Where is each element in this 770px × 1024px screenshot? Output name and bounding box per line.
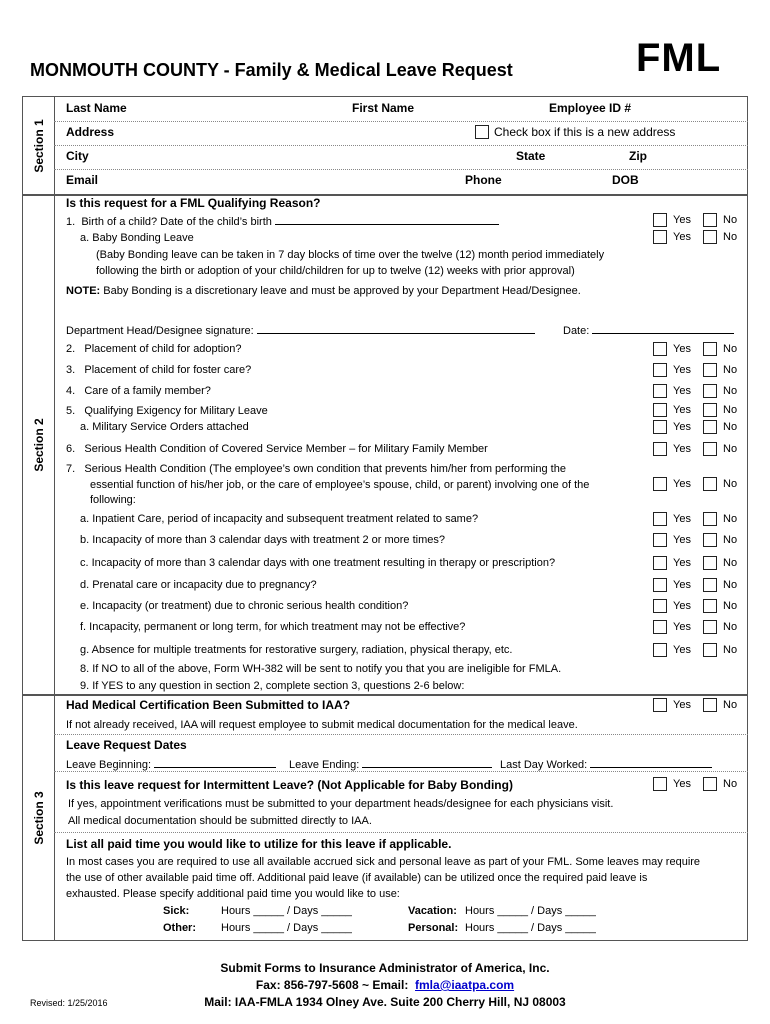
yes-label: Yes — [673, 579, 691, 591]
state-field[interactable]: State — [516, 149, 546, 163]
q7c-no-checkbox[interactable] — [703, 556, 717, 570]
vacation-label: Vacation: — [408, 905, 457, 917]
question-4 — [66, 385, 211, 397]
leave-ending-line[interactable] — [362, 758, 492, 768]
q7d-yes-checkbox[interactable] — [653, 578, 667, 592]
yes-label: Yes — [673, 214, 691, 226]
no-label: No — [723, 478, 738, 490]
q3-yes-checkbox[interactable] — [653, 363, 667, 377]
certification-no-checkbox[interactable] — [703, 698, 717, 712]
question-number: 5. — [66, 405, 76, 417]
paid-time-text-3: exhausted. Please specify additional paid time you would like to use: — [66, 888, 400, 900]
section-2-label: Section 2 — [31, 418, 46, 472]
department-head-signature — [66, 324, 535, 337]
new-address-label: Check box if this is a new address — [494, 125, 676, 139]
last-day-worked-label: Last Day Worked: — [500, 759, 588, 771]
footer-mail-line: Mail: IAA-FMLA 1934 Olney Ave. Suite 200 Cherry Hill, NJ 08003 — [204, 995, 566, 1009]
section-2-sidebar — [23, 196, 55, 694]
divider — [54, 734, 748, 735]
divider — [54, 169, 748, 170]
yes-label: Yes — [673, 231, 691, 243]
question-8: 8. If NO to all of the above, Form WH-382 will be sent to notify you that you are ineligible for FMLA. — [80, 663, 562, 675]
divider — [54, 771, 748, 772]
q7-no-checkbox[interactable] — [703, 477, 717, 491]
baby-bonding-note-2: following the birth or adoption of your child/children for up to twelve (12) weeks with prior approval) — [96, 265, 575, 277]
no-label: No — [723, 644, 738, 656]
leave-ending-label: Leave Ending: — [289, 759, 360, 771]
q7d-no-checkbox[interactable] — [703, 578, 717, 592]
baby-bonding-note-1: (Baby Bonding leave can be taken in 7 day blocks of time over the twelve (12) month period immediately — [96, 249, 605, 261]
section-3-label: Section 3 — [31, 791, 46, 845]
vacation-hours-days[interactable]: Hours _____ / Days _____ — [465, 905, 596, 917]
employee-id-field[interactable]: Employee ID # — [549, 101, 632, 115]
q1a-no-checkbox[interactable] — [703, 230, 717, 244]
section-1-sidebar — [23, 97, 55, 194]
q2-yes-checkbox[interactable] — [653, 342, 667, 356]
q7a-yes-checkbox[interactable] — [653, 512, 667, 526]
q7b-yes-checkbox[interactable] — [653, 533, 667, 547]
yes-label: Yes — [673, 404, 691, 416]
no-label: No — [723, 421, 738, 433]
date-line[interactable] — [592, 324, 734, 334]
city-field[interactable]: City — [66, 149, 89, 163]
q3-no-checkbox[interactable] — [703, 363, 717, 377]
question-7d: d. Prenatal care or incapacity due to pregnancy? — [80, 579, 317, 591]
yes-label: Yes — [673, 557, 691, 569]
question-5a: a. Military Service Orders attached — [80, 421, 249, 433]
q7b-no-checkbox[interactable] — [703, 533, 717, 547]
question-7 — [66, 463, 566, 475]
paid-time-text-1: In most cases you are required to use all available accrued sick and personal leave as part of your FML. Some leaves may require — [66, 856, 701, 868]
signature-line[interactable] — [257, 324, 535, 334]
question-5 — [66, 405, 268, 417]
question-7a: a. Inpatient Care, period of incapacity and subsequent treatment related to same? — [80, 513, 479, 525]
paid-time-text-2: the use of other available paid time off. Additional paid leave (if available) can be utilized once the required paid leave is — [66, 872, 648, 884]
question-6 — [66, 443, 488, 455]
signature-label: Department Head/Designee signature: — [66, 325, 254, 337]
footer-fax: Fax: 856-797-5608 ~ Email: — [255, 978, 409, 992]
leave-beginning-line[interactable] — [154, 758, 276, 768]
new-address-checkbox[interactable] — [475, 125, 489, 139]
q4-no-checkbox[interactable] — [703, 384, 717, 398]
question-text: Serious Health Condition (The employee’s own condition that prevents him/her from performing the — [84, 463, 566, 475]
medical-certification-heading: Had Medical Certification Been Submitted to IAA? — [66, 698, 351, 712]
question-text: Placement of child for foster care? — [84, 364, 252, 376]
q5-yes-checkbox[interactable] — [653, 403, 667, 417]
zip-field[interactable]: Zip — [629, 149, 647, 163]
question-7c: c. Incapacity of more than 3 calendar days with one treatment resulting in therapy or prescription? — [80, 557, 556, 569]
no-label: No — [723, 385, 738, 397]
birth-date-line[interactable] — [275, 215, 499, 225]
question-number: 4. — [66, 385, 76, 397]
question-3 — [66, 364, 251, 376]
no-label: No — [723, 621, 738, 633]
yes-label: Yes — [673, 699, 691, 711]
personal-hours-days[interactable]: Hours _____ / Days _____ — [465, 922, 596, 934]
no-label: No — [723, 534, 738, 546]
yes-label: Yes — [673, 385, 691, 397]
yes-label: Yes — [673, 364, 691, 376]
question-number: 3. — [66, 364, 76, 376]
no-label: No — [723, 513, 738, 525]
intermittent-note-2: All medical documentation should be submitted directly to IAA. — [68, 815, 372, 827]
intermittent-no-checkbox[interactable] — [703, 777, 717, 791]
question-7e: e. Incapacity (or treatment) due to chronic serious health condition? — [80, 600, 409, 612]
leave-beginning-label: Leave Beginning: — [66, 759, 152, 771]
address-field[interactable]: Address — [66, 125, 115, 139]
q1a-yes-checkbox[interactable] — [653, 230, 667, 244]
q5a-no-checkbox[interactable] — [703, 420, 717, 434]
personal-label: Personal: — [408, 922, 459, 934]
bonding-approval-note — [66, 285, 581, 297]
yes-label: Yes — [673, 534, 691, 546]
question-7-line-2: essential function of his/her job, or the care of employee’s spouse, child, or parent) involving one of the — [90, 479, 590, 491]
yes-label: Yes — [673, 621, 691, 633]
section-3-sidebar — [23, 696, 55, 940]
leave-dates-heading: Leave Request Dates — [66, 738, 187, 752]
q2-no-checkbox[interactable] — [703, 342, 717, 356]
other-hours-days[interactable]: Hours _____ / Days _____ — [221, 922, 352, 934]
question-9: 9. If YES to any question in section 2, complete section 3, questions 2-6 below: — [80, 680, 465, 692]
form-title: MONMOUTH COUNTY - Family & Medical Leave Request — [30, 60, 513, 80]
yes-label: Yes — [673, 478, 691, 490]
question-number: 2. — [66, 343, 76, 355]
last-name-field[interactable]: Last Name — [66, 101, 127, 115]
note-label: NOTE: — [66, 285, 101, 297]
question-number: 6. — [66, 443, 76, 455]
q6-yes-checkbox[interactable] — [653, 442, 667, 456]
leave-ending-field — [289, 758, 492, 771]
question-7f: f. Incapacity, permanent or long term, for which treatment may not be effective? — [80, 621, 466, 633]
question-2 — [66, 343, 242, 355]
leave-beginning-field — [66, 758, 276, 771]
form-code-badge: FML — [636, 36, 722, 80]
question-1a: a. Baby Bonding Leave — [80, 232, 194, 244]
sick-label: Sick: — [163, 905, 190, 917]
email-field[interactable]: Email — [66, 173, 99, 187]
divider — [54, 121, 748, 122]
intermittent-note-1: If yes, appointment verifications must be submitted to your department heads/designee for each physicians visit. — [68, 798, 614, 810]
yes-label: Yes — [673, 343, 691, 355]
signature-date — [563, 324, 734, 337]
dob-field[interactable]: DOB — [612, 173, 639, 187]
revised-date: Revised: 1/25/2016 — [30, 998, 108, 1008]
no-label: No — [723, 557, 738, 569]
q6-no-checkbox[interactable] — [703, 442, 717, 456]
divider — [54, 832, 748, 833]
question-number: 1. — [66, 216, 76, 228]
yes-label: Yes — [673, 443, 691, 455]
question-text: Birth of a child? Date of the child’s birth — [81, 216, 272, 228]
yes-label: Yes — [673, 600, 691, 612]
no-label: No — [723, 364, 738, 376]
question-7g: g. Absence for multiple treatments for restorative surgery, radiation, physical therapy, etc. — [80, 644, 513, 656]
q7g-yes-checkbox[interactable] — [653, 643, 667, 657]
no-label: No — [723, 579, 738, 591]
no-label: No — [723, 778, 738, 790]
footer-submit-line: Submit Forms to Insurance Administrator of America, Inc. — [220, 961, 550, 975]
q7a-no-checkbox[interactable] — [703, 512, 717, 526]
sick-hours-days[interactable]: Hours _____ / Days _____ — [221, 905, 352, 917]
no-label: No — [723, 443, 738, 455]
medical-certification-text: If not already received, IAA will request employee to submit medical documentation for the medical leave. — [66, 719, 578, 731]
q7e-no-checkbox[interactable] — [703, 599, 717, 613]
q7f-no-checkbox[interactable] — [703, 620, 717, 634]
yes-label: Yes — [673, 778, 691, 790]
certification-yes-checkbox[interactable] — [653, 698, 667, 712]
no-label: No — [723, 214, 738, 226]
no-label: No — [723, 343, 738, 355]
question-text: Placement of child for adoption? — [84, 343, 242, 355]
q1-yes-checkbox[interactable] — [653, 213, 667, 227]
phone-field[interactable]: Phone — [465, 173, 502, 187]
question-text: Serious Health Condition of Covered Service Member – for Military Family Member — [84, 443, 488, 455]
date-label: Date: — [563, 325, 590, 337]
question-7b: b. Incapacity of more than 3 calendar days with treatment 2 or more times? — [80, 534, 446, 546]
section-2-heading: Is this request for a FML Qualifying Reason? — [66, 196, 321, 210]
q5a-yes-checkbox[interactable] — [653, 420, 667, 434]
q7g-no-checkbox[interactable] — [703, 643, 717, 657]
yes-label: Yes — [673, 421, 691, 433]
q7c-yes-checkbox[interactable] — [653, 556, 667, 570]
yes-label: Yes — [673, 644, 691, 656]
q7-yes-checkbox[interactable] — [653, 477, 667, 491]
note-text: Baby Bonding is a discretionary leave and must be approved by your Department Head/Designee. — [100, 285, 581, 297]
paid-time-heading: List all paid time you would like to utilize for this leave if applicable. — [66, 837, 452, 851]
q5-no-checkbox[interactable] — [703, 403, 717, 417]
divider — [54, 145, 748, 146]
question-1 — [66, 215, 499, 228]
q4-yes-checkbox[interactable] — [653, 384, 667, 398]
no-label: No — [723, 231, 738, 243]
intermittent-leave-heading: Is this leave request for Intermittent Leave? (Not Applicable for Baby Bonding) — [66, 778, 513, 792]
q7f-yes-checkbox[interactable] — [653, 620, 667, 634]
q1-no-checkbox[interactable] — [703, 213, 717, 227]
last-day-worked-line[interactable] — [590, 758, 712, 768]
q7e-yes-checkbox[interactable] — [653, 599, 667, 613]
question-text: Care of a family member? — [84, 385, 211, 397]
section-1-label: Section 1 — [31, 118, 46, 173]
no-label: No — [723, 699, 738, 711]
other-label: Other: — [163, 922, 196, 934]
intermittent-yes-checkbox[interactable] — [653, 777, 667, 791]
question-7-line-3: following: — [90, 494, 136, 506]
last-day-worked-field — [500, 758, 712, 771]
no-label: No — [723, 404, 738, 416]
footer-email-link[interactable]: fmla@iaatpa.com — [415, 978, 515, 992]
question-text: Qualifying Exigency for Military Leave — [84, 405, 268, 417]
footer-contact-line — [0, 978, 770, 992]
yes-label: Yes — [673, 513, 691, 525]
no-label: No — [723, 600, 738, 612]
question-number: 7. — [66, 463, 76, 475]
first-name-field[interactable]: First Name — [352, 101, 415, 115]
